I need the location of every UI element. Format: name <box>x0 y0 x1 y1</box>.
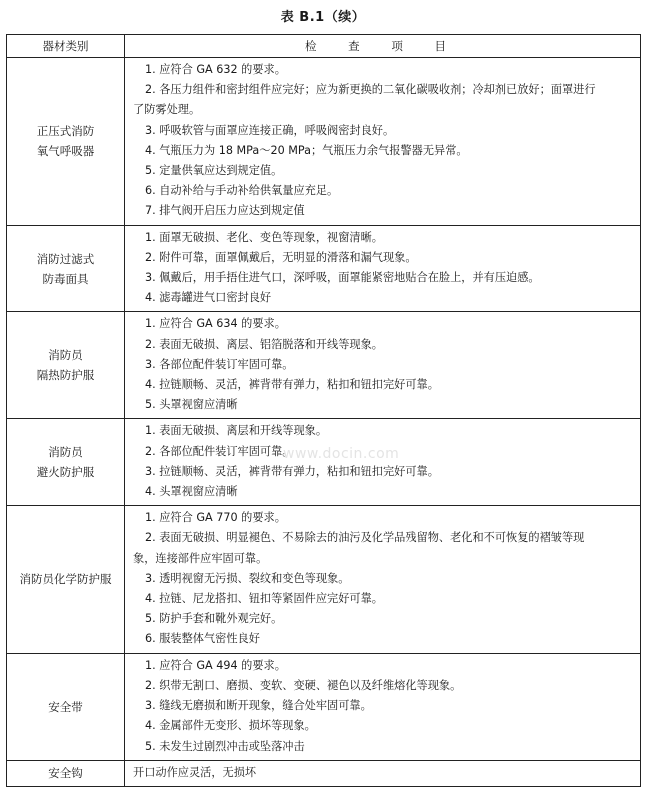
category-label: 氧气呼吸器 <box>36 144 95 159</box>
table-header-row <box>7 35 641 58</box>
category-cell <box>7 312 125 419</box>
inspection-item: 1. 应符合 GA 494 的要求。 <box>145 658 286 672</box>
category-cell <box>7 419 125 506</box>
category-label: 消防过滤式 <box>36 251 95 266</box>
table-row <box>7 760 641 786</box>
inspection-item: 2. 表面无破损、离层、铝箔脱落和开线等现象。 <box>145 337 383 351</box>
inspection-item: 6. 服装整体气密性良好 <box>145 632 260 646</box>
items-cell <box>125 760 641 786</box>
items-cell <box>125 312 641 419</box>
inspection-item: 5. 防护手套和靴外观完好。 <box>145 612 283 626</box>
inspection-item: 5. 定量供氧应达到规定值。 <box>145 164 283 178</box>
table-row <box>7 225 641 312</box>
inspection-item: 4. 拉链、尼龙搭扣、钮扣等紧固件应完好可靠。 <box>145 592 383 606</box>
items-cell <box>125 419 641 506</box>
table-row <box>7 58 641 226</box>
inspection-item: 3. 缝线无磨损和断开现象，缝合处牢固可靠。 <box>145 699 372 713</box>
inspection-item: 5. 头罩视窗应清晰 <box>145 398 238 412</box>
inspection-item: 1. 应符合 GA 632 的要求。 <box>145 63 286 76</box>
category-label: 安全带 <box>48 699 83 714</box>
inspection-item: 4. 金属部件无变形、损坏等现象。 <box>145 719 316 733</box>
items-cell <box>125 506 641 653</box>
inspection-item: 3. 透明视窗无污损、裂纹和变色等现象。 <box>145 571 350 585</box>
table-row <box>7 653 641 760</box>
inspection-item: 2. 各压力组件和密封组件应完好；应为新更换的二氧化碳吸收剂；冷却剂已放好；面罩进行 <box>145 83 596 97</box>
category-cell <box>7 653 125 760</box>
inspection-item: 3. 各部位配件装订牢固可靠。 <box>145 357 294 371</box>
items-cell <box>125 58 641 226</box>
inspection-item: 7. 排气阀开启压力应达到规定值 <box>145 204 305 218</box>
inspection-item: 6. 自动补给与手动补给供氧量应充足。 <box>145 184 339 198</box>
watermark: www.docin.com <box>283 446 400 462</box>
items-cell <box>125 653 641 760</box>
inspection-item: 2. 各部位配件装订牢固可靠。 <box>145 444 294 458</box>
category-label: 消防员 <box>48 445 83 460</box>
category-label: 安全钩 <box>48 766 83 781</box>
category-label: 消防员化学防护服 <box>19 572 112 587</box>
inspection-item: 1. 应符合 GA 634 的要求。 <box>145 317 286 331</box>
inspection-item: 4. 拉链顺畅、灵活，裤背带有弹力，粘扣和钮扣完好可靠。 <box>145 378 439 392</box>
inspection-item: 4. 滤毒罐进气口密封良好 <box>145 291 272 305</box>
category-cell <box>7 506 125 653</box>
category-label: 正压式消防 <box>36 124 95 139</box>
category-cell <box>7 760 125 786</box>
header-inspection-items: 检 查 项 目 <box>125 35 641 58</box>
inspection-item: 1. 表面无破损、离层和开线等现象。 <box>145 424 328 438</box>
category-cell <box>7 225 125 312</box>
table-row <box>7 312 641 419</box>
header-equipment-category: 器材类别 <box>7 35 125 58</box>
inspection-item: 开口动作应灵活，无损坏 <box>133 765 257 779</box>
inspection-item-continuation: 象，连接部件应牢固可靠。 <box>133 551 268 565</box>
inspection-item: 1. 应符合 GA 770 的要求。 <box>145 511 286 525</box>
page-title: 表 B.1（续） <box>280 10 366 25</box>
category-cell <box>7 58 125 226</box>
category-label: 避火防护服 <box>36 465 95 480</box>
inspection-item: 3. 呼吸软管与面罩应连接正确，呼吸阀密封良好。 <box>145 123 395 137</box>
inspection-item: 3. 佩戴后，用手捂住进气口，深呼吸，面罩能紧密地贴合在脸上，并有压迫感。 <box>145 271 540 285</box>
inspection-item: 4. 气瓶压力为 18 MPa～20 MPa；气瓶压力余气报警器无异常。 <box>145 143 468 157</box>
table-row <box>7 419 641 506</box>
inspection-item: 4. 头罩视窗应清晰 <box>145 485 238 499</box>
items-cell <box>125 225 641 312</box>
inspection-item: 1. 面罩无破损、老化、变色等现象，视窗清晰。 <box>145 230 383 244</box>
inspection-item: 5. 未发生过剧烈冲击或坠落冲击 <box>145 739 305 753</box>
inspection-item-continuation: 了防雾处理。 <box>133 103 201 117</box>
inspection-table <box>6 34 641 787</box>
inspection-item: 2. 附件可靠，面罩佩戴后，无明显的滑落和漏气现象。 <box>145 250 417 264</box>
inspection-item: 3. 拉链顺畅、灵活，裤背带有弹力，粘扣和钮扣完好可靠。 <box>145 464 439 478</box>
category-label: 消防员 <box>48 348 83 363</box>
inspection-item: 2. 织带无割口、磨损、变软、变硬、褪色以及纤维熔化等现象。 <box>145 678 462 692</box>
table-row <box>7 506 641 653</box>
category-label: 防毒面具 <box>42 271 89 286</box>
category-label: 隔热防护服 <box>36 368 95 383</box>
inspection-item: 2. 表面无破损、明显褪色、不易除去的油污及化学品残留物、老化和不可恢复的褶皱等现 <box>145 531 585 545</box>
